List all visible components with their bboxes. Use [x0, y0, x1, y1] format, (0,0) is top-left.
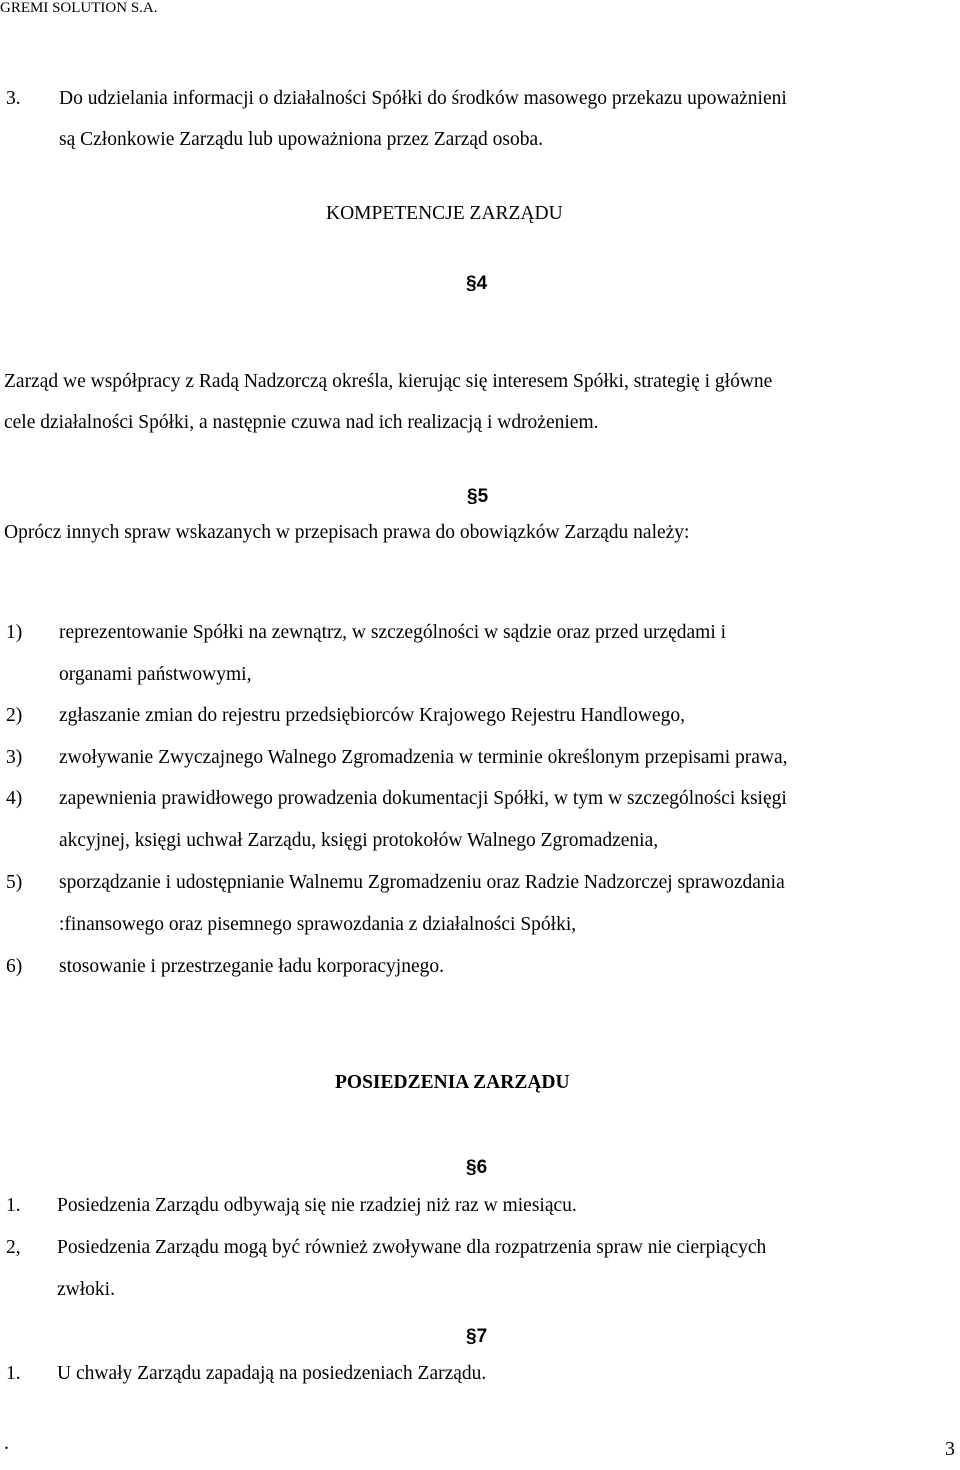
list-item-text: U chwały Zarządu zapadają na posiedzeniach Zarządu. — [57, 1363, 487, 1384]
list-item-number: 2) — [6, 705, 23, 726]
list-item-number: 1. — [6, 1363, 21, 1384]
list-item-number: 1. — [6, 1195, 21, 1216]
company-name: GREMI SOLUTION S.A. — [0, 0, 158, 16]
list-item-text: stosowanie i przestrzeganie ładu korporacyjnego. — [59, 956, 444, 977]
list-item-text: sporządzanie i udostępnianie Walnemu Zgromadzeniu oraz Radzie Nadzorczej sprawozdania — [59, 872, 785, 893]
list-item-text: zwoływanie Zwyczajnego Walnego Zgromadzenia w terminie określonym przepisami prawa, — [59, 747, 788, 768]
section-heading-posiedzenia: POSIEDZENIA ZARZĄDU — [335, 1072, 570, 1093]
paragraph-5-intro: Oprócz innych spraw wskazanych w przepisach prawa do obowiązków Zarządu należy: — [4, 522, 690, 543]
list-item-number: 2, — [6, 1237, 21, 1258]
paragraph-4-line2: cele działalności Spółki, a następnie czuwa nad ich realizacją i wdrożeniem. — [4, 412, 599, 433]
list-item-text-continued: akcyjnej, księgi uchwał Zarządu, księgi protokołów Walnego Zgromadzenia, — [59, 830, 659, 851]
list-item-number: 3) — [6, 747, 23, 768]
paragraph-label-6: §6 — [466, 1157, 488, 1178]
list-item-text: Posiedzenia Zarządu odbywają się nie rzadziej niż raz w miesiącu. — [57, 1195, 577, 1216]
document-header — [0, 0, 158, 17]
list-item-number: 1) — [6, 622, 23, 643]
list-item-text: zgłaszanie zmian do rejestru przedsiębiorców Krajowego Rejestru Handlowego, — [59, 705, 685, 726]
list-item-text-continued: :finansowego oraz pisemnego sprawozdania z działalności Spółki, — [59, 914, 577, 935]
list-item-number: 4) — [6, 788, 23, 809]
paragraph-label-5: §5 — [467, 486, 489, 507]
intro-item-number: 3. — [6, 88, 21, 109]
list-item-text: Posiedzenia Zarządu mogą być również zwoływane dla rozpatrzenia spraw nie cierpiących — [57, 1237, 767, 1258]
list-item-text: reprezentowanie Spółki na zewnątrz, w szczególności w sądzie oraz przed urzędami i — [59, 622, 727, 643]
list-item-text-continued: organami państwowymi, — [59, 664, 252, 685]
page-number: 3 — [945, 1438, 955, 1460]
paragraph-label-7: §7 — [466, 1326, 488, 1347]
intro-item-line2: są Członkowie Zarządu lub upoważniona przez Zarząd osoba. — [59, 129, 544, 150]
paragraph-4-line1: Zarząd we współpracy z Radą Nadzorczą określa, kierując się interesem Spółki, strategię i główne — [4, 371, 773, 392]
list-item-number: 6) — [6, 956, 23, 977]
list-item-number: 5) — [6, 872, 23, 893]
footer-dot: . — [4, 1432, 9, 1454]
section-heading-kompetencje: KOMPETENCJE ZARZĄDU — [326, 203, 563, 224]
intro-item-line1: Do udzielania informacji o działalności Spółki do środków masowego przekazu upoważnieni — [59, 88, 787, 109]
list-item-text: zapewnienia prawidłowego prowadzenia dokumentacji Spółki, w tym w szczególności księgi — [59, 788, 787, 809]
paragraph-label-4: §4 — [466, 273, 488, 294]
list-item-text-continued: zwłoki. — [57, 1279, 115, 1300]
